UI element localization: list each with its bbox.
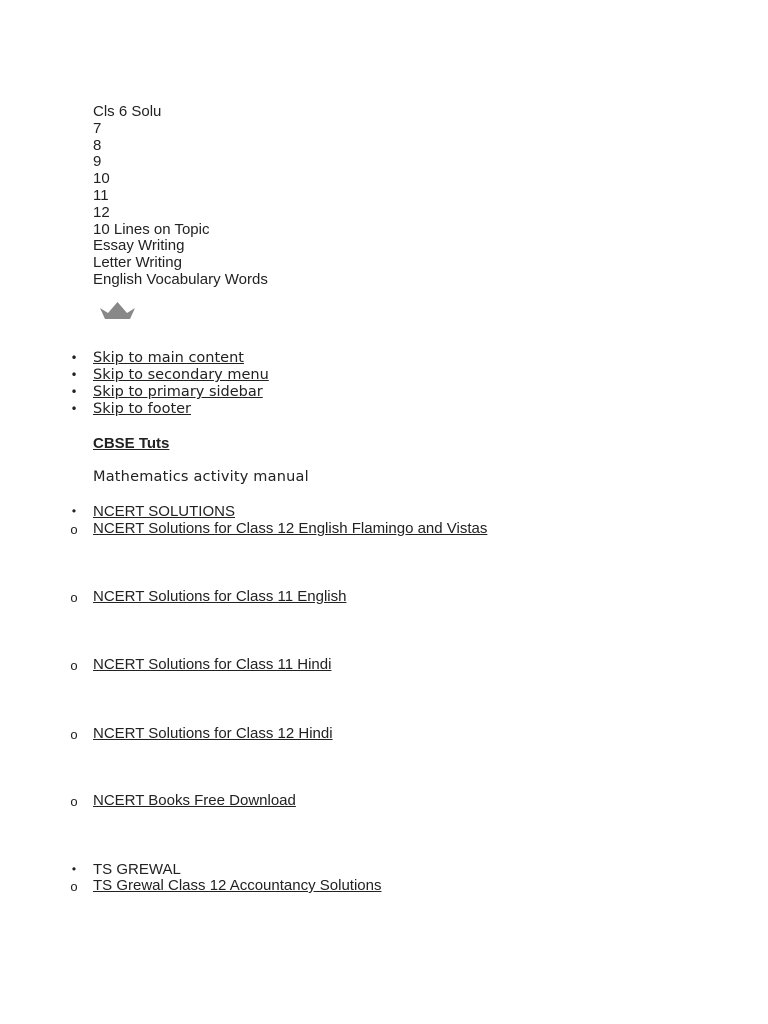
circle-marker: o	[70, 879, 78, 894]
skip-to-footer-link[interactable]: Skip to footer	[93, 401, 192, 417]
class-link[interactable]: Cls 6 Solu	[93, 103, 162, 120]
submenu-item[interactable]	[70, 588, 347, 605]
skip-link-item	[70, 401, 269, 418]
topic-link[interactable]: 10 Lines on Topic	[93, 220, 210, 238]
menu-label[interactable]: TS GREWAL	[93, 861, 181, 878]
menu-label[interactable]: NCERT SOLUTIONS	[93, 503, 235, 520]
bullet-marker: •	[71, 862, 77, 876]
circle-marker: o	[70, 658, 78, 673]
skip-links-list	[70, 350, 269, 418]
class-links-list	[93, 104, 268, 289]
submenu-link[interactable]: NCERT Solutions for Class 11 Hindi	[93, 656, 332, 673]
skip-to-main-content-link[interactable]: Skip to main content	[93, 350, 244, 366]
skip-link-item	[70, 367, 269, 384]
menu-item-ncert-solutions[interactable]	[71, 503, 235, 520]
bullet-marker: •	[71, 504, 77, 518]
skip-link-item	[70, 350, 269, 367]
skip-link-item	[70, 384, 269, 401]
class-link[interactable]: 7	[93, 119, 102, 137]
topic-link[interactable]: Letter Writing	[93, 254, 182, 272]
circle-marker: o	[70, 794, 78, 809]
skip-to-secondary-menu-link[interactable]: Skip to secondary menu	[93, 367, 269, 383]
submenu-item[interactable]	[70, 792, 296, 809]
site-title-link[interactable]: CBSE Tuts	[93, 435, 170, 452]
bullet-marker: •	[70, 385, 78, 399]
crown-icon[interactable]	[99, 300, 136, 321]
submenu-item[interactable]	[70, 877, 382, 894]
site-tagline: Mathematics activity manual	[93, 469, 309, 485]
class-link[interactable]: 11	[93, 186, 109, 204]
bullet-marker: •	[70, 402, 78, 416]
class-link[interactable]: 8	[93, 136, 102, 154]
submenu-link[interactable]: TS Grewal Class 12 Accountancy Solutions	[93, 877, 382, 894]
menu-item-ts-grewal[interactable]	[71, 861, 181, 878]
class-link[interactable]: 12	[93, 203, 110, 221]
submenu-item[interactable]	[70, 725, 333, 742]
submenu-link[interactable]: NCERT Solutions for Class 11 English	[93, 588, 347, 605]
submenu-link[interactable]: NCERT Books Free Download	[93, 792, 296, 809]
class-link[interactable]: 10	[93, 170, 110, 188]
submenu-link[interactable]: NCERT Solutions for Class 12 Hindi	[93, 725, 333, 742]
circle-marker: o	[70, 727, 78, 742]
bullet-marker: •	[70, 351, 78, 365]
submenu-item[interactable]	[70, 520, 488, 537]
submenu-link[interactable]: NCERT Solutions for Class 12 English Flamingo and Vistas	[93, 520, 488, 537]
topic-link[interactable]: English Vocabulary Words	[93, 270, 268, 288]
topic-link[interactable]: Essay Writing	[93, 237, 185, 255]
circle-marker: o	[70, 590, 78, 605]
class-link[interactable]: 9	[93, 153, 102, 171]
submenu-item[interactable]	[70, 656, 332, 673]
circle-marker: o	[70, 522, 78, 537]
bullet-marker: •	[70, 368, 78, 382]
skip-to-primary-sidebar-link[interactable]: Skip to primary sidebar	[93, 384, 263, 400]
